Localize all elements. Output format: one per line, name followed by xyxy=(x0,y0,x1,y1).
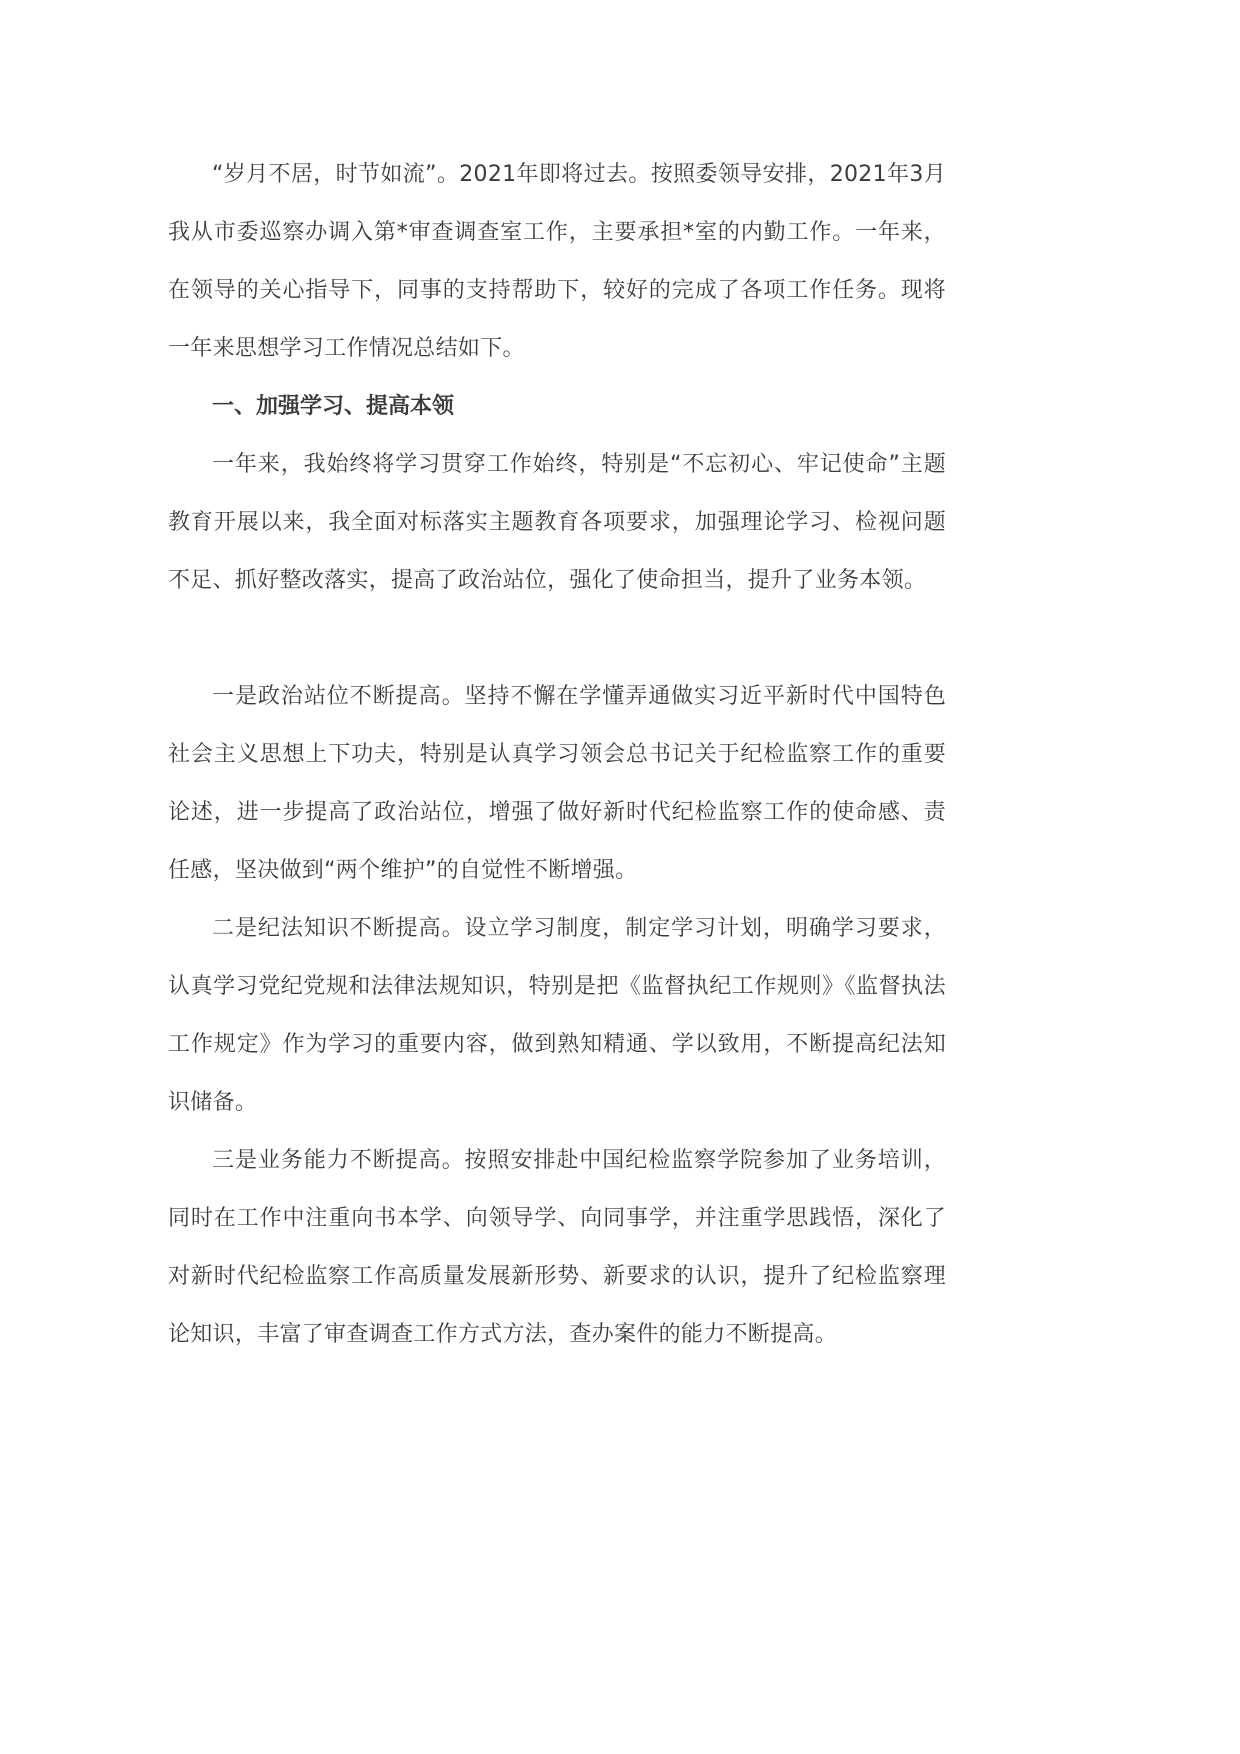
section-1-body-paragraph: 一年来，我始终将学习贯穿工作始终，特别是“不忘初心、牢记使命”主题教育开展以来，我全面对标落实主题教育各项要求，加强理论学习、检视问题不足、抓好整改落实，提高了政治站位，强化了使命担当，提升了业务本领。 xyxy=(168,452,946,593)
document-page xyxy=(168,146,946,1364)
paragraph-spacer xyxy=(168,610,946,668)
point-2-paragraph: 二是纪法知识不断提高。设立学习制度，制定学习计划，明确学习要求，认真学习党纪党规和法律法规知识，特别是把《监督执纪工作规则》《监督执法工作规定》作为学习的重要内容，做到熟知精通、学以致用，不断提高纪法知识储备。 xyxy=(168,916,946,1115)
section-heading-1: 一、加强学习、提高本领 xyxy=(212,394,455,419)
point-1-paragraph: 一是政治站位不断提高。坚持不懈在学懂弄通做实习近平新时代中国特色社会主义思想上下功夫，特别是认真学习领会总书记关于纪检监察工作的重要论述，进一步提高了政治站位，增强了做好新时代纪检监察工作的使命感、责任感，坚决做到“两个维护”的自觉性不断增强。 xyxy=(168,684,946,883)
point-3-paragraph: 三是业务能力不断提高。按照安排赴中国纪检监察学院参加了业务培训，同时在工作中注重向书本学、向领导学、向同事学，并注重学思践悟，深化了对新时代纪检监察工作高质量发展新形势、新要求的认识，提升了纪检监察理论知识，丰富了审查调查工作方式方法，查办案件的能力不断提高。 xyxy=(168,1148,946,1347)
intro-paragraph: “岁月不居，时节如流”。2021年即将过去。按照委领导安排，2021年3月我从市委巡察办调入第*审查调查室工作，主要承担*室的内勤工作。一年来，在领导的关心指导下，同事的支持帮助下，较好的完成了各项工作任务。现将一年来思想学习工作情况总结如下。 xyxy=(168,162,946,361)
